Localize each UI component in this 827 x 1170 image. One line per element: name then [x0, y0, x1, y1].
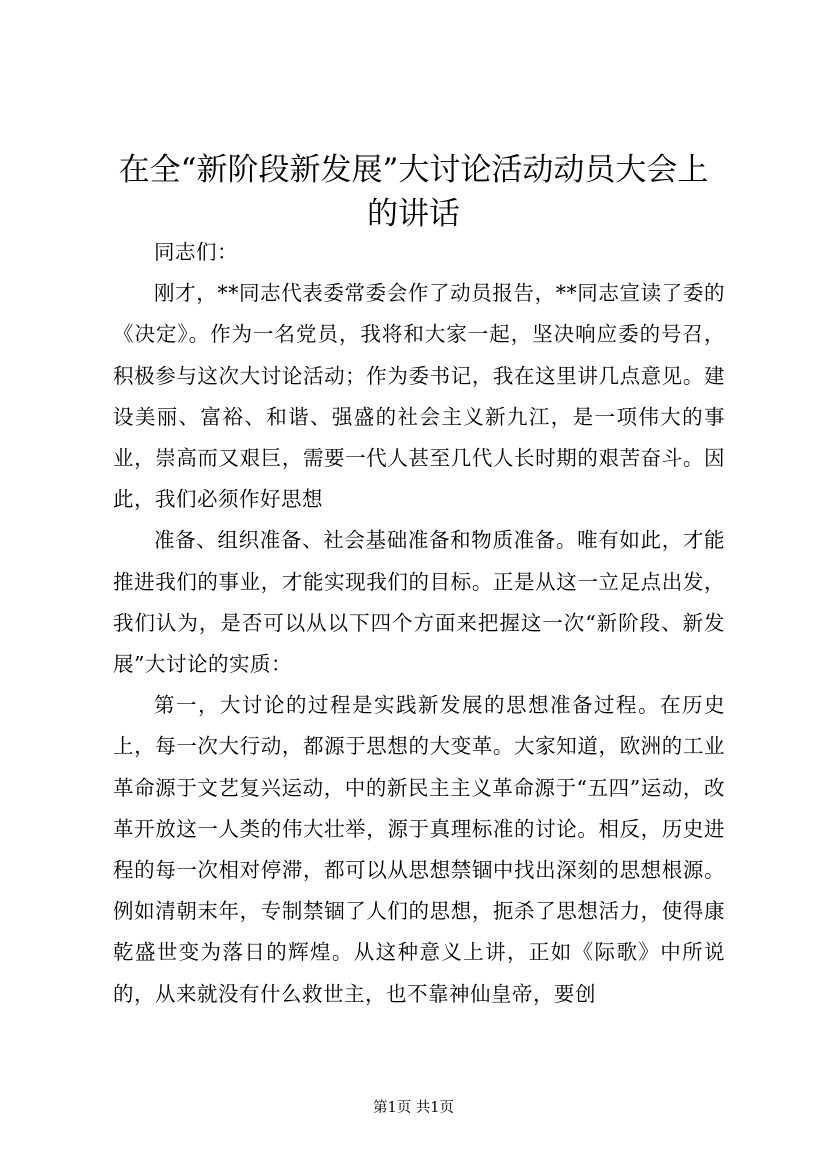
- body-paragraph-1: 刚才，**同志代表委常委会作了动员报告，**同志宣读了委的《决定》。作为一名党员，我将和大家一起，坚决响应委的号召，积极参与这次大讨论活动；作为委书记，我在这里讲几点意见。建设美丽、富裕、和谐、强盛的社会主义新九江，是一项伟大的事业，崇高而又艰巨，需要一代人甚至几代人长时期的艰苦奋斗。因此，我们必须作好思想: [113, 281, 725, 512]
- document-body: [113, 232, 725, 1015]
- salutation-paragraph: 同志们：: [154, 240, 238, 264]
- body-paragraph-3: 第一，大讨论的过程是实践新发展的思想准备过程。在历史上，每一次大行动，都源于思想的大变革。大家知道，欧洲的工业革命源于文艺复兴运动，中的新民主主义革命源于“五四”运动，改革开放这一人类的伟大壮举，源于真理标准的讨论。相反，历史进程的每一次相对停滞，都可以从思想禁锢中找出深刻的思想根源。例如清朝末年，专制禁锢了人们的思想，扼杀了思想活力，使得康乾盛世变为落日的辉煌。从这种意义上讲，正如《际歌》中所说的，从来就没有什么救世主，也不靠神仙皇帝，要创: [113, 693, 725, 1006]
- body-paragraph-2: 准备、组织准备、社会基础准备和物质准备。唯有如此，才能推进我们的事业，才能实现我们的目标。正是从这一立足点出发，我们认为，是否可以从以下四个方面来把握这一次“新阶段、新发展”大讨论的实质：: [113, 528, 725, 677]
- page-footer: 第1页 共1页: [372, 1100, 455, 1116]
- page-title: 在全“新阶段新发展”大讨论活动动员大会上的讲话: [118, 152, 709, 232]
